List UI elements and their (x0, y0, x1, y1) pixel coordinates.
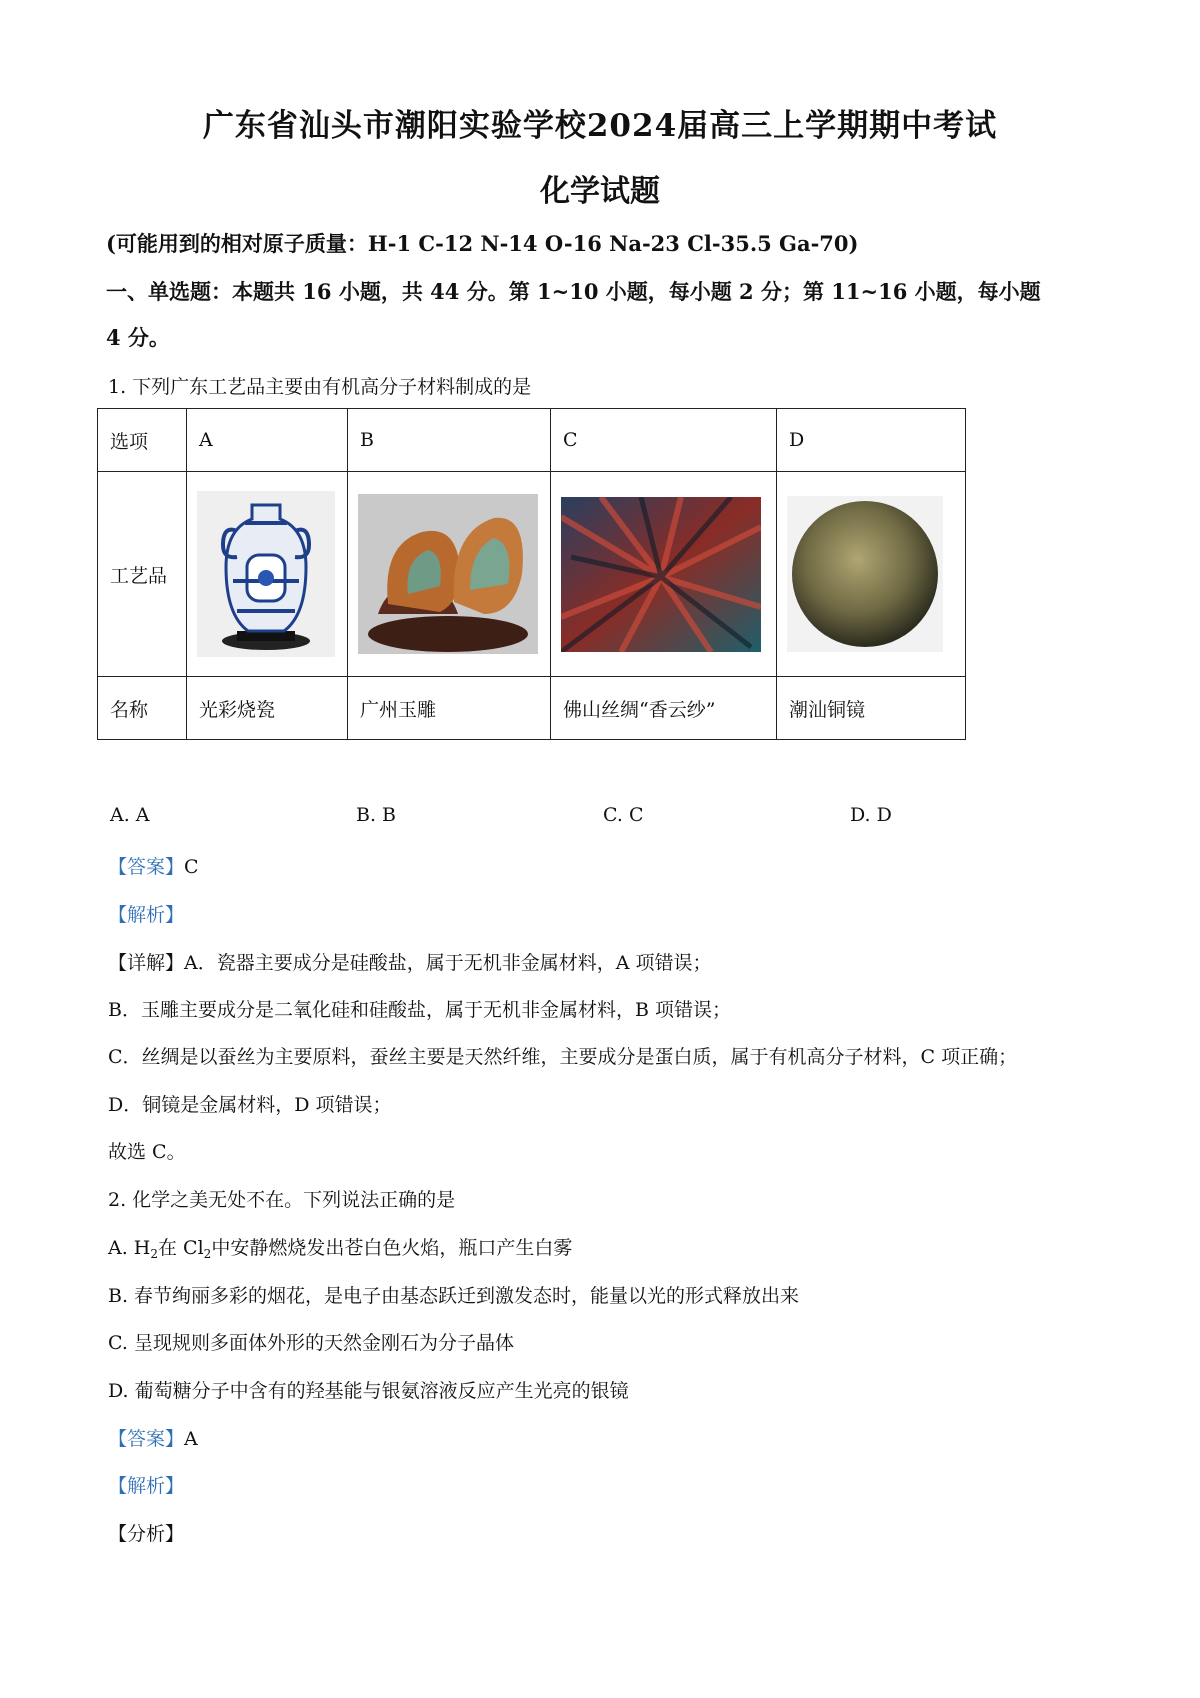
answer-tag: 【答案】 (108, 1428, 185, 1450)
q2-option-d: D. 葡萄糖分子中含有的羟基能与银氨溶液反应产生光亮的银镜 (108, 1380, 629, 1402)
q1-detail-line-4: D．铜镜是金属材料，D 项错误； (108, 1094, 392, 1116)
detail-text: A．瓷器主要成分是硅酸盐，属于无机非金属材料，A 项错误； (184, 952, 712, 974)
porcelain-vase-image (197, 491, 335, 657)
answer-value: A (184, 1428, 198, 1450)
q1-detail-line-1 (108, 948, 712, 975)
document-subtitle: 化学试题 (540, 174, 660, 209)
document-title: 广东省汕头市潮阳实验学校2024届高三上学期期中考试 (202, 108, 998, 144)
analysis-tag: 【解析】 (108, 904, 185, 926)
answer-tag: 【答案】 (108, 856, 185, 878)
row-label-option: 选项 (98, 409, 187, 472)
option-d-name: 潮汕铜镜 (777, 677, 966, 740)
option-c-header: C (551, 409, 777, 472)
q2-option-c: C. 呈现规则多面体外形的天然金刚石为分子晶体 (108, 1332, 514, 1354)
bronze-mirror-image (787, 496, 943, 652)
q2-stem: 2. 化学之美无处不在。下列说法正确的是 (108, 1189, 456, 1211)
q2-a-rest: 中安静燃烧发出苍白色火焰，瓶口产生白雾 (211, 1237, 573, 1259)
q2-a-sub1: 2 (150, 1247, 159, 1261)
jade-carving-image (358, 494, 538, 654)
q1-stem: 1. 下列广东工艺品主要由有机高分子材料制成的是 (108, 376, 532, 398)
q1-analysis-heading (108, 900, 184, 927)
q1-conclusion: 故选 C。 (108, 1141, 186, 1163)
q2-a-prefix: A. H (108, 1237, 151, 1259)
option-b-name: 广州玉雕 (348, 677, 551, 740)
option-a-header: A (187, 409, 348, 472)
option-d-header: D (777, 409, 966, 472)
section-heading-line1: 一、单选题：本题共 16 小题，共 44 分。第 1~10 小题，每小题 2 分；第 11~16 小题，每小题 (106, 279, 1041, 304)
q2-a-sub2: 2 (203, 1247, 212, 1261)
q2-a-mid: 在 Cl (158, 1237, 204, 1259)
q1-choice-c: C. C (603, 804, 644, 826)
q1-choice-a: A. A (110, 804, 150, 826)
q1-options-table (97, 408, 966, 740)
option-b-header: B (348, 409, 551, 472)
row-label-artifact: 工艺品 (98, 472, 187, 677)
answer-value: C (184, 856, 199, 878)
row-label-name: 名称 (98, 677, 187, 740)
q2-analysis-heading (108, 1471, 184, 1498)
jade-image-cell (348, 472, 551, 677)
analysis-tag: 【解析】 (108, 1475, 185, 1497)
q2-option-b: B. 春节绚丽多彩的烟花，是电子由基态跃迁到激发态时，能量以光的形式释放出来 (108, 1285, 800, 1307)
q2-option-a (108, 1233, 572, 1260)
mirror-image-cell (777, 472, 966, 677)
option-c-name: 佛山丝绸“香云纱” (551, 677, 777, 740)
detail-tag: 【详解】 (108, 952, 185, 974)
q1-choice-b: B. B (356, 804, 397, 826)
q1-choice-d: D. D (850, 804, 892, 826)
silk-fabric-image (561, 497, 761, 652)
q1-answer (108, 852, 199, 879)
option-a-name: 光彩烧瓷 (187, 677, 348, 740)
section-heading-line2: 4 分。 (106, 325, 170, 350)
vase-image-cell (187, 472, 348, 677)
q1-detail-line-3: C．丝绸是以蚕丝为主要原料，蚕丝主要是天然纤维，主要成分是蛋白质，属于有机高分子材料，C 项正确； (108, 1046, 1018, 1068)
q2-analysis2-heading: 【分析】 (108, 1523, 185, 1545)
q1-detail-line-2: B．玉雕主要成分是二氧化硅和硅酸盐，属于无机非金属材料，B 项错误； (108, 999, 731, 1021)
atomic-masses-note: (可能用到的相对原子质量：H-1 C-12 N-14 O-16 Na-23 Cl-35.5 Ga-70) (106, 231, 859, 256)
silk-image-cell (551, 472, 777, 677)
q2-answer (108, 1424, 198, 1451)
